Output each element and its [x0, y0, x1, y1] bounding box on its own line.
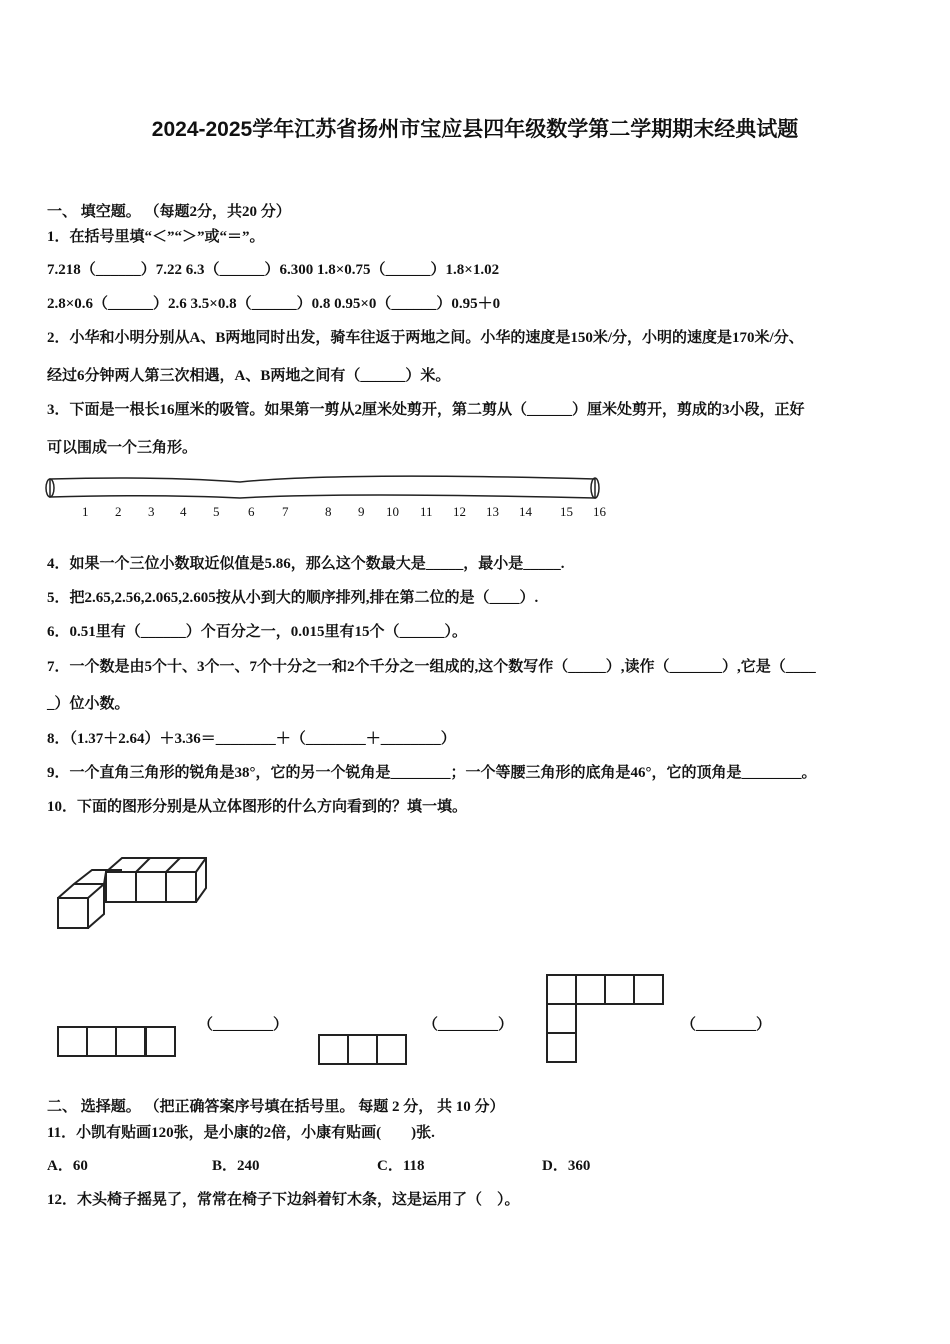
- ruler-tick-label: 6: [248, 504, 255, 519]
- q11-option-b: B．240: [212, 1158, 260, 1174]
- ruler-tick-label: 5: [213, 504, 220, 519]
- ruler-tick-label: 15: [560, 504, 573, 519]
- page-title: 2024-2025学年江苏省扬州市宝应县四年级数学第二学期期末经典试题: [151, 118, 799, 141]
- question-1: 1．在括号里填“＜”“＞”或“＝”。: [47, 229, 265, 245]
- q11-option-c: C．118: [377, 1158, 425, 1174]
- question-3: 3．下面是一根长16厘米的吸管。如果第一剪从2厘米处剪开，第二剪从（______）厘米处剪开，剪成的3小段，正好: [47, 402, 805, 418]
- section-1-heading: 一、 填空题。 （每题2分，共20 分）: [47, 204, 291, 220]
- question-2-cont: 经过6分钟两人第三次相遇，A、B两地之间有（______）米。: [47, 368, 451, 384]
- ruler-tick-label: 12: [453, 504, 466, 519]
- ruler-tick-label: 2: [115, 504, 122, 519]
- question-7-cont: _）位小数。: [47, 696, 130, 712]
- q10-blank-1[interactable]: （________）: [198, 1017, 289, 1033]
- question-5: 5．把2.65,2.56,2.065,2.605按从小到大的顺序排列,排在第二位的是（____）.: [47, 590, 539, 606]
- question-10: 10．下面的图形分别是从立体图形的什么方向看到的？填一填。: [47, 799, 468, 815]
- question-1-row-1: 7.218（______）7.22 6.3（______）6.300 1.8×0.75（______）1.8×1.02: [47, 262, 500, 278]
- ruler-tick-label: 13: [486, 504, 499, 519]
- question-2: 2．小华和小明分别从A、B两地同时出发，骑车往返于两地之间。小华的速度是150米/分，小明的速度是170米/分、: [47, 330, 804, 346]
- question-9: 9．一个直角三角形的锐角是38°，它的另一个锐角是________；一个等腰三角形的底角是46°，它的顶角是________。: [47, 765, 817, 781]
- q11-option-d: D．360: [542, 1158, 591, 1174]
- ruler-tick-label: 11: [420, 504, 433, 519]
- question-8: 8．（1.37＋2.64）＋3.36＝________＋（________＋________）: [47, 731, 456, 747]
- question-6: 6．0.51里有（______）个百分之一，0.015里有15个（______）。: [47, 624, 468, 640]
- q10-blank-3[interactable]: （________）: [681, 1017, 772, 1033]
- q11-option-a: A．60: [47, 1158, 88, 1174]
- ruler-tick-label: 8: [325, 504, 332, 519]
- question-7: 7．一个数是由5个十、3个一、7个十分之一和2个千分之一组成的,这个数写作（_____）,读作（_______）,它是（____: [47, 659, 816, 675]
- question-12: 12．木头椅子摇晃了，常常在椅子下边斜着钉木条，这是运用了（ ）。: [47, 1192, 520, 1208]
- section-2-heading: 二、 选择题。 （把正确答案序号填在括号里。 每题 2 分， 共 10 分）: [47, 1099, 505, 1115]
- ruler-tick-label: 9: [358, 504, 365, 519]
- q10-blank-2[interactable]: （________）: [423, 1017, 514, 1033]
- ruler-tick-label: 1: [82, 504, 89, 519]
- cube-solid-figure: [52, 852, 212, 934]
- question-4: 4．如果一个三位小数取近似值是5.86，那么这个数最大是_____，最小是_____.: [47, 556, 565, 572]
- ruler-tick-label: 16: [593, 504, 606, 519]
- straw-ruler-figure: [40, 470, 610, 505]
- ruler-tick-label: 14: [519, 504, 532, 519]
- question-1-row-2: 2.8×0.6（______）2.6 3.5×0.8（______）0.8 0.95×0（______）0.95＋0: [47, 296, 501, 312]
- ruler-tick-label: 4: [180, 504, 187, 519]
- ruler-tick-label: 3: [148, 504, 155, 519]
- ruler-tick-label: 7: [282, 504, 289, 519]
- question-3-cont: 可以围成一个三角形。: [47, 440, 198, 456]
- question-11: 11．小凯有贴画120张，是小康的2倍，小康有贴画( )张.: [47, 1125, 435, 1141]
- ruler-tick-label: 10: [386, 504, 399, 519]
